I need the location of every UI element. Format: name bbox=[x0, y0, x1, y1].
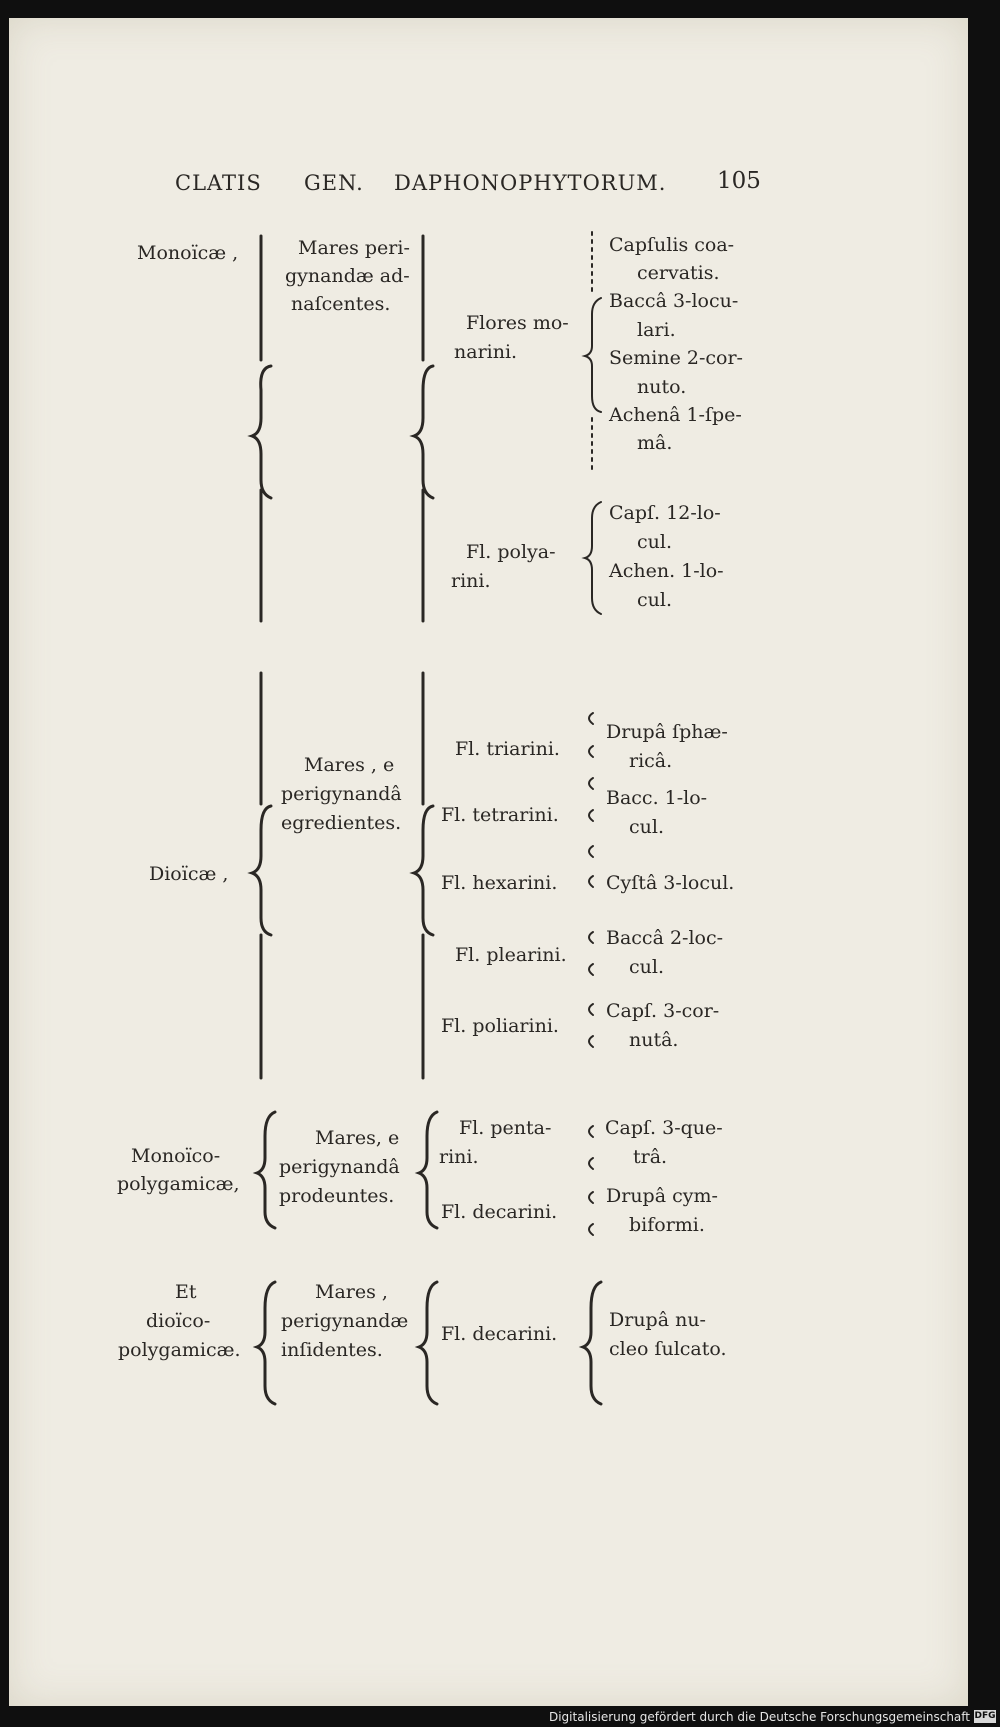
polyarini-fruit-3: Achen. 1-lo- bbox=[609, 560, 724, 582]
section-label-dioico-2: dioïco- bbox=[146, 1310, 211, 1332]
mares-line-1: Mares peri- bbox=[298, 237, 410, 259]
monoico-mares-3: prodeuntes. bbox=[279, 1185, 395, 1207]
pentarini-fruit-1: Capſ. 3-que- bbox=[605, 1117, 723, 1139]
dioicae-mares-1: Mares , e bbox=[304, 754, 395, 776]
dioicae-row-3-label: Fl. hexarini. bbox=[441, 872, 558, 894]
dioicae-row-5-label: Fl. poliarini. bbox=[441, 1015, 559, 1037]
monarini-label-2: narini. bbox=[454, 341, 518, 363]
pentarini-label-2: rini. bbox=[439, 1146, 479, 1168]
mares-line-2: gynandæ ad- bbox=[285, 265, 410, 287]
footer-text: Digitalisierung gefördert durch die Deutsche Forschungsgemeinschaft bbox=[548, 1710, 970, 1724]
book-page bbox=[9, 18, 968, 1706]
dioico-decarini-label: Fl. decarini. bbox=[441, 1323, 558, 1345]
page-number: 105 bbox=[717, 168, 761, 194]
pentarini-label-1: Fl. penta- bbox=[459, 1117, 552, 1139]
dioicae-row-4-fruit-2: cul. bbox=[629, 956, 664, 978]
monoico-decarini-label: Fl. decarini. bbox=[441, 1201, 558, 1223]
section-label-monoico-1: Monoïco- bbox=[131, 1145, 221, 1167]
section-label-monoicae: Monoïcæ , bbox=[137, 242, 239, 264]
monarini-fruit-3: Baccâ 3-locu- bbox=[609, 290, 739, 312]
monoico-mares-1: Mares, e bbox=[315, 1127, 400, 1149]
dioico-decarini-fruit-2: cleo ſulcato. bbox=[609, 1338, 727, 1360]
dioico-mares-1: Mares , bbox=[315, 1281, 388, 1303]
monarini-fruit-6: nuto. bbox=[637, 376, 687, 398]
header-title-word-3: DAPHONOPHYTORUM. bbox=[394, 171, 667, 195]
polyarini-fruit-4: cul. bbox=[637, 589, 672, 611]
dioico-mares-2: perigynandæ bbox=[281, 1310, 409, 1332]
digitization-footer bbox=[0, 1708, 1000, 1727]
monoico-decarini-fruit-1: Drupâ cym- bbox=[606, 1185, 718, 1207]
dioicae-row-2-fruit-2: cul. bbox=[629, 816, 664, 838]
dioicae-row-5-fruit-1: Capſ. 3-cor- bbox=[606, 1000, 720, 1022]
dioicae-row-1-fruit-1: Drupâ ſphæ- bbox=[606, 721, 728, 743]
dioicae-row-5-fruit-2: nutâ. bbox=[629, 1029, 679, 1051]
dioicae-mares-3: egredientes. bbox=[281, 812, 402, 834]
dioicae-row-3-fruit-1: Cyſtâ 3-locul. bbox=[606, 872, 735, 894]
monoico-mares-2: perigynandâ bbox=[279, 1156, 400, 1178]
monarini-fruit-7: Achenâ 1-ſpe- bbox=[609, 404, 742, 426]
dioico-mares-3: inſidentes. bbox=[281, 1339, 383, 1361]
dioico-decarini-fruit-1: Drupâ nu- bbox=[609, 1309, 706, 1331]
dioicae-row-4-label: Fl. plearini. bbox=[455, 944, 567, 966]
monoico-decarini-fruit-2: biformi. bbox=[629, 1214, 705, 1236]
header-title-word-1: CLATIS bbox=[175, 171, 262, 195]
dioicae-row-2-label: Fl. tetrarini. bbox=[441, 804, 559, 826]
monarini-label-1: Flores mo- bbox=[466, 312, 569, 334]
dioicae-mares-2: perigynandâ bbox=[281, 783, 402, 805]
monarini-fruit-2: cervatis. bbox=[637, 262, 720, 284]
polyarini-fruit-1: Capſ. 12-lo- bbox=[609, 502, 721, 524]
polyarini-label-1: Fl. polya- bbox=[466, 541, 556, 563]
monarini-fruit-5: Semine 2-cor- bbox=[609, 347, 743, 369]
mares-line-3: naſcentes. bbox=[291, 293, 391, 315]
section-label-dioico-1: Et bbox=[175, 1281, 197, 1303]
dioicae-row-2-fruit-1: Bacc. 1-lo- bbox=[606, 787, 708, 809]
section-label-dioicae: Dioïcæ , bbox=[149, 863, 229, 885]
dioicae-row-1-label: Fl. triarini. bbox=[455, 738, 560, 760]
dfg-logo: DFG bbox=[974, 1711, 996, 1721]
dioicae-row-1-fruit-2: ricâ. bbox=[629, 750, 673, 772]
monarini-fruit-4: lari. bbox=[637, 319, 676, 341]
monarini-fruit-8: mâ. bbox=[637, 432, 673, 454]
pentarini-fruit-2: trâ. bbox=[633, 1146, 668, 1168]
polyarini-fruit-2: cul. bbox=[637, 531, 672, 553]
dioicae-row-4-fruit-1: Baccâ 2-loc- bbox=[606, 927, 724, 949]
monarini-fruit-1: Capſulis coa- bbox=[609, 234, 735, 256]
header-title-word-2: GEN. bbox=[304, 171, 364, 195]
polyarini-label-2: rini. bbox=[451, 570, 491, 592]
section-label-dioico-3: polygamicæ. bbox=[118, 1339, 241, 1361]
section-label-monoico-2: polygamicæ, bbox=[117, 1173, 240, 1195]
